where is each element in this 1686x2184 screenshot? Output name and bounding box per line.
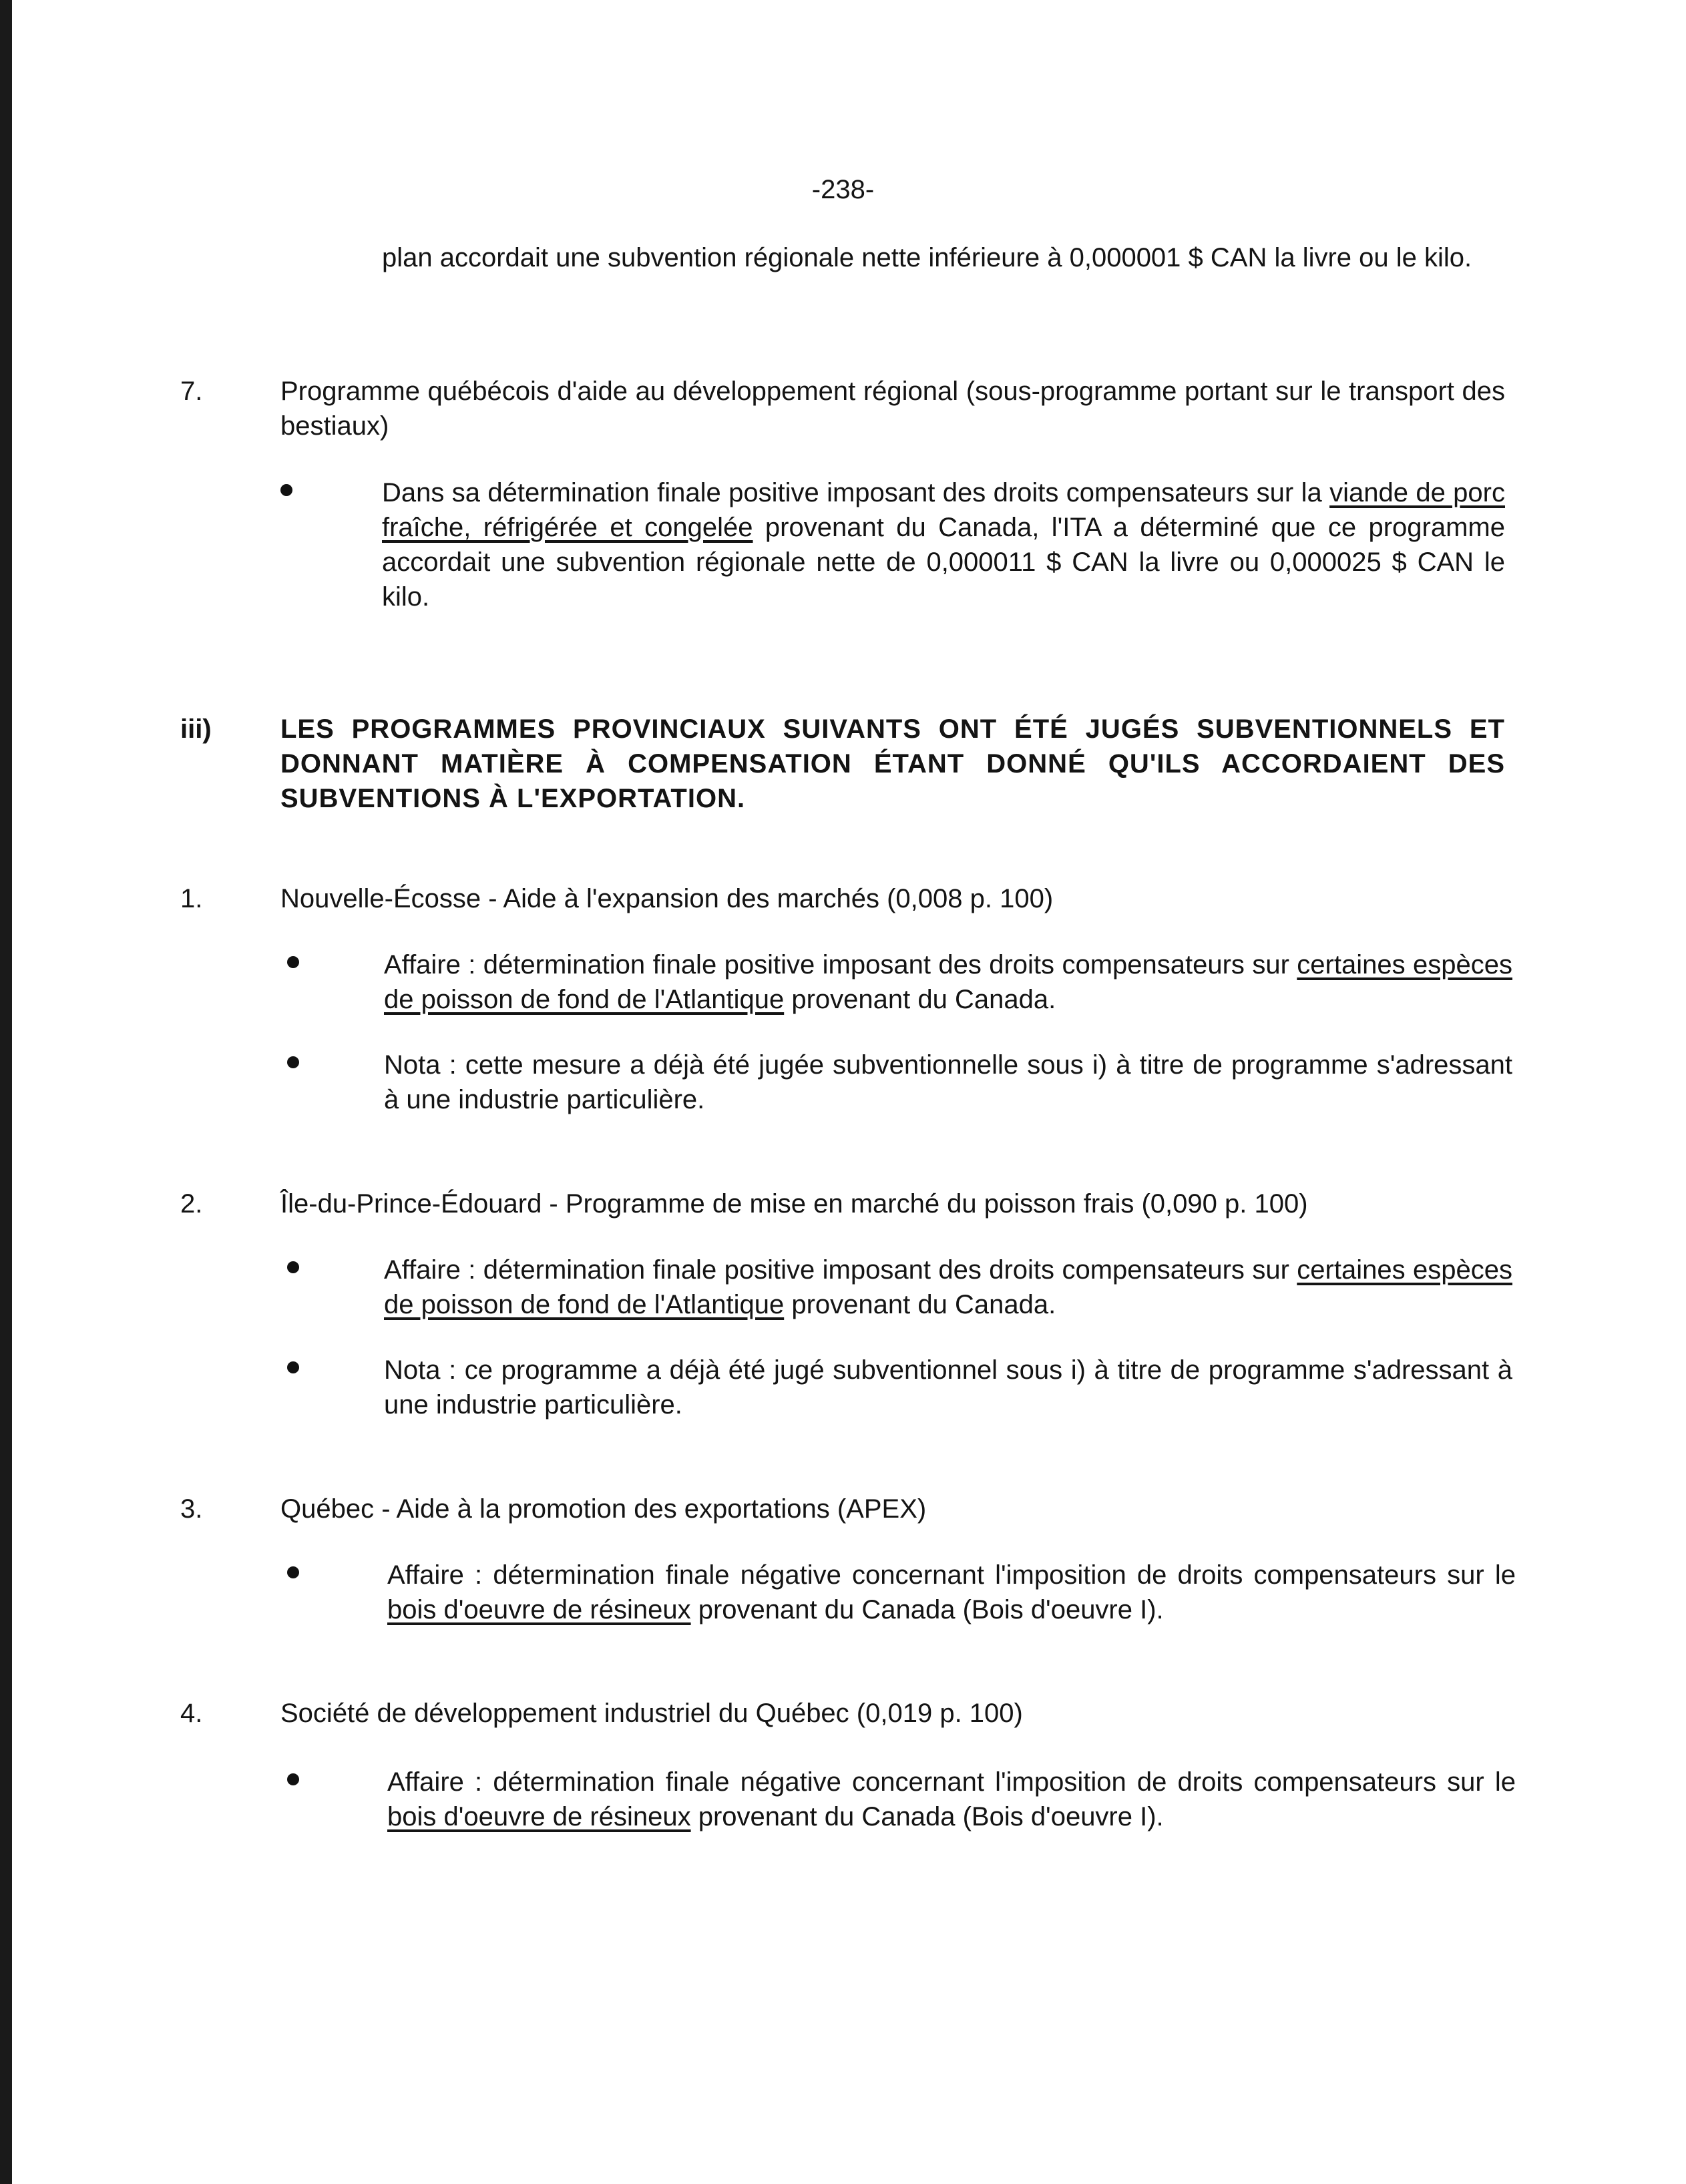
item-7-number: 7. [180, 377, 203, 406]
item-2-nota: Nota : ce programme a déjà été jugé subventionnel sous i) à titre de programme s'adressant à une industrie particulière. [384, 1355, 1512, 1419]
item-3-underlined-product: bois d'oeuvre de résineux [387, 1595, 691, 1624]
bullet-icon [287, 1361, 299, 1373]
item-4-title: Société de développement industriel du Québec (0,019 p. 100) [280, 1699, 1023, 1728]
carryover-paragraph: plan accordait une subvention régionale nette inférieure à 0,000001 $ CAN la livre ou le kilo. [382, 243, 1472, 272]
item-2-number: 2. [180, 1189, 203, 1219]
item-2-underlined-product: certaines espèces de poisson de fond de l'Atlantique [384, 1255, 1512, 1319]
item-2-affaire: Affaire : détermination finale positive imposant des droits compensateurs sur certaines espèces de poisson de fond de l'Atlantique provenant du Canada. [384, 1255, 1512, 1319]
item-1-affaire: Affaire : détermination finale positive imposant des droits compensateurs sur certaines espèces de poisson de fond de l'Atlantique provenant du Canada. [384, 950, 1512, 1014]
item-1-nota: Nota : cette mesure a déjà été jugée subventionnelle sous i) à titre de programme s'adressant à une industrie particulière. [384, 1050, 1512, 1114]
item-3-title: Québec - Aide à la promotion des exportations (APEX) [280, 1494, 927, 1524]
item-1-underlined-product: certaines espèces de poisson de fond de l'Atlantique [384, 950, 1512, 1014]
bullet-icon [287, 1261, 299, 1273]
item-4-affaire: Affaire : détermination finale négative concernant l'imposition de droits compensateurs sur le bois d'oeuvre de résineux provenant du Canada (Bois d'oeuvre I). [387, 1767, 1516, 1831]
section-iii-number: iii) [180, 714, 212, 744]
item-1-number: 1. [180, 884, 203, 913]
scan-page-edge [0, 0, 12, 2184]
item-7-title: Programme québécois d'aide au développement régional (sous-programme portant sur le transport des bestiaux) [280, 377, 1505, 441]
section-iii-title: LES PROGRAMMES PROVINCIAUX SUIVANTS ONT ÉTÉ JUGÉS SUBVENTIONNELS ET DONNANT MATIÈRE À COMPENSATION ÉTANT DONNÉ QU'ILS ACCORDAIENT DES SUBVENTIONS À L'EXPORTATION. [280, 714, 1505, 813]
bullet-icon [287, 1773, 299, 1785]
item-7-underlined-product: viande de porc fraîche, réfrigérée et congelée [382, 478, 1505, 542]
item-3-number: 3. [180, 1494, 203, 1524]
item-3-affaire: Affaire : détermination finale négative concernant l'imposition de droits compensateurs sur le bois d'oeuvre de résineux provenant du Canada (Bois d'oeuvre I). [387, 1560, 1516, 1624]
item-1-title: Nouvelle-Écosse - Aide à l'expansion des marchés (0,008 p. 100) [280, 884, 1054, 913]
bullet-icon [280, 484, 292, 496]
item-2-title: Île-du-Prince-Édouard - Programme de mise en marché du poisson frais (0,090 p. 100) [280, 1189, 1308, 1219]
page-number: -238- [811, 175, 875, 204]
item-7-bullet-text: Dans sa détermination finale positive imposant des droits compensateurs sur la viande de porc fraîche, réfrigérée et congelée provenant du Canada, l'ITA a déterminé que ce programme accordait une subvention régionale nette de 0,000011 $ CAN la livre ou 0,000025 $ CAN le kilo. [382, 478, 1505, 612]
bullet-icon [287, 956, 299, 968]
bullet-icon [287, 1056, 299, 1068]
bullet-icon [287, 1566, 299, 1578]
item-4-number: 4. [180, 1699, 203, 1728]
item-4-underlined-product: bois d'oeuvre de résineux [387, 1802, 691, 1831]
